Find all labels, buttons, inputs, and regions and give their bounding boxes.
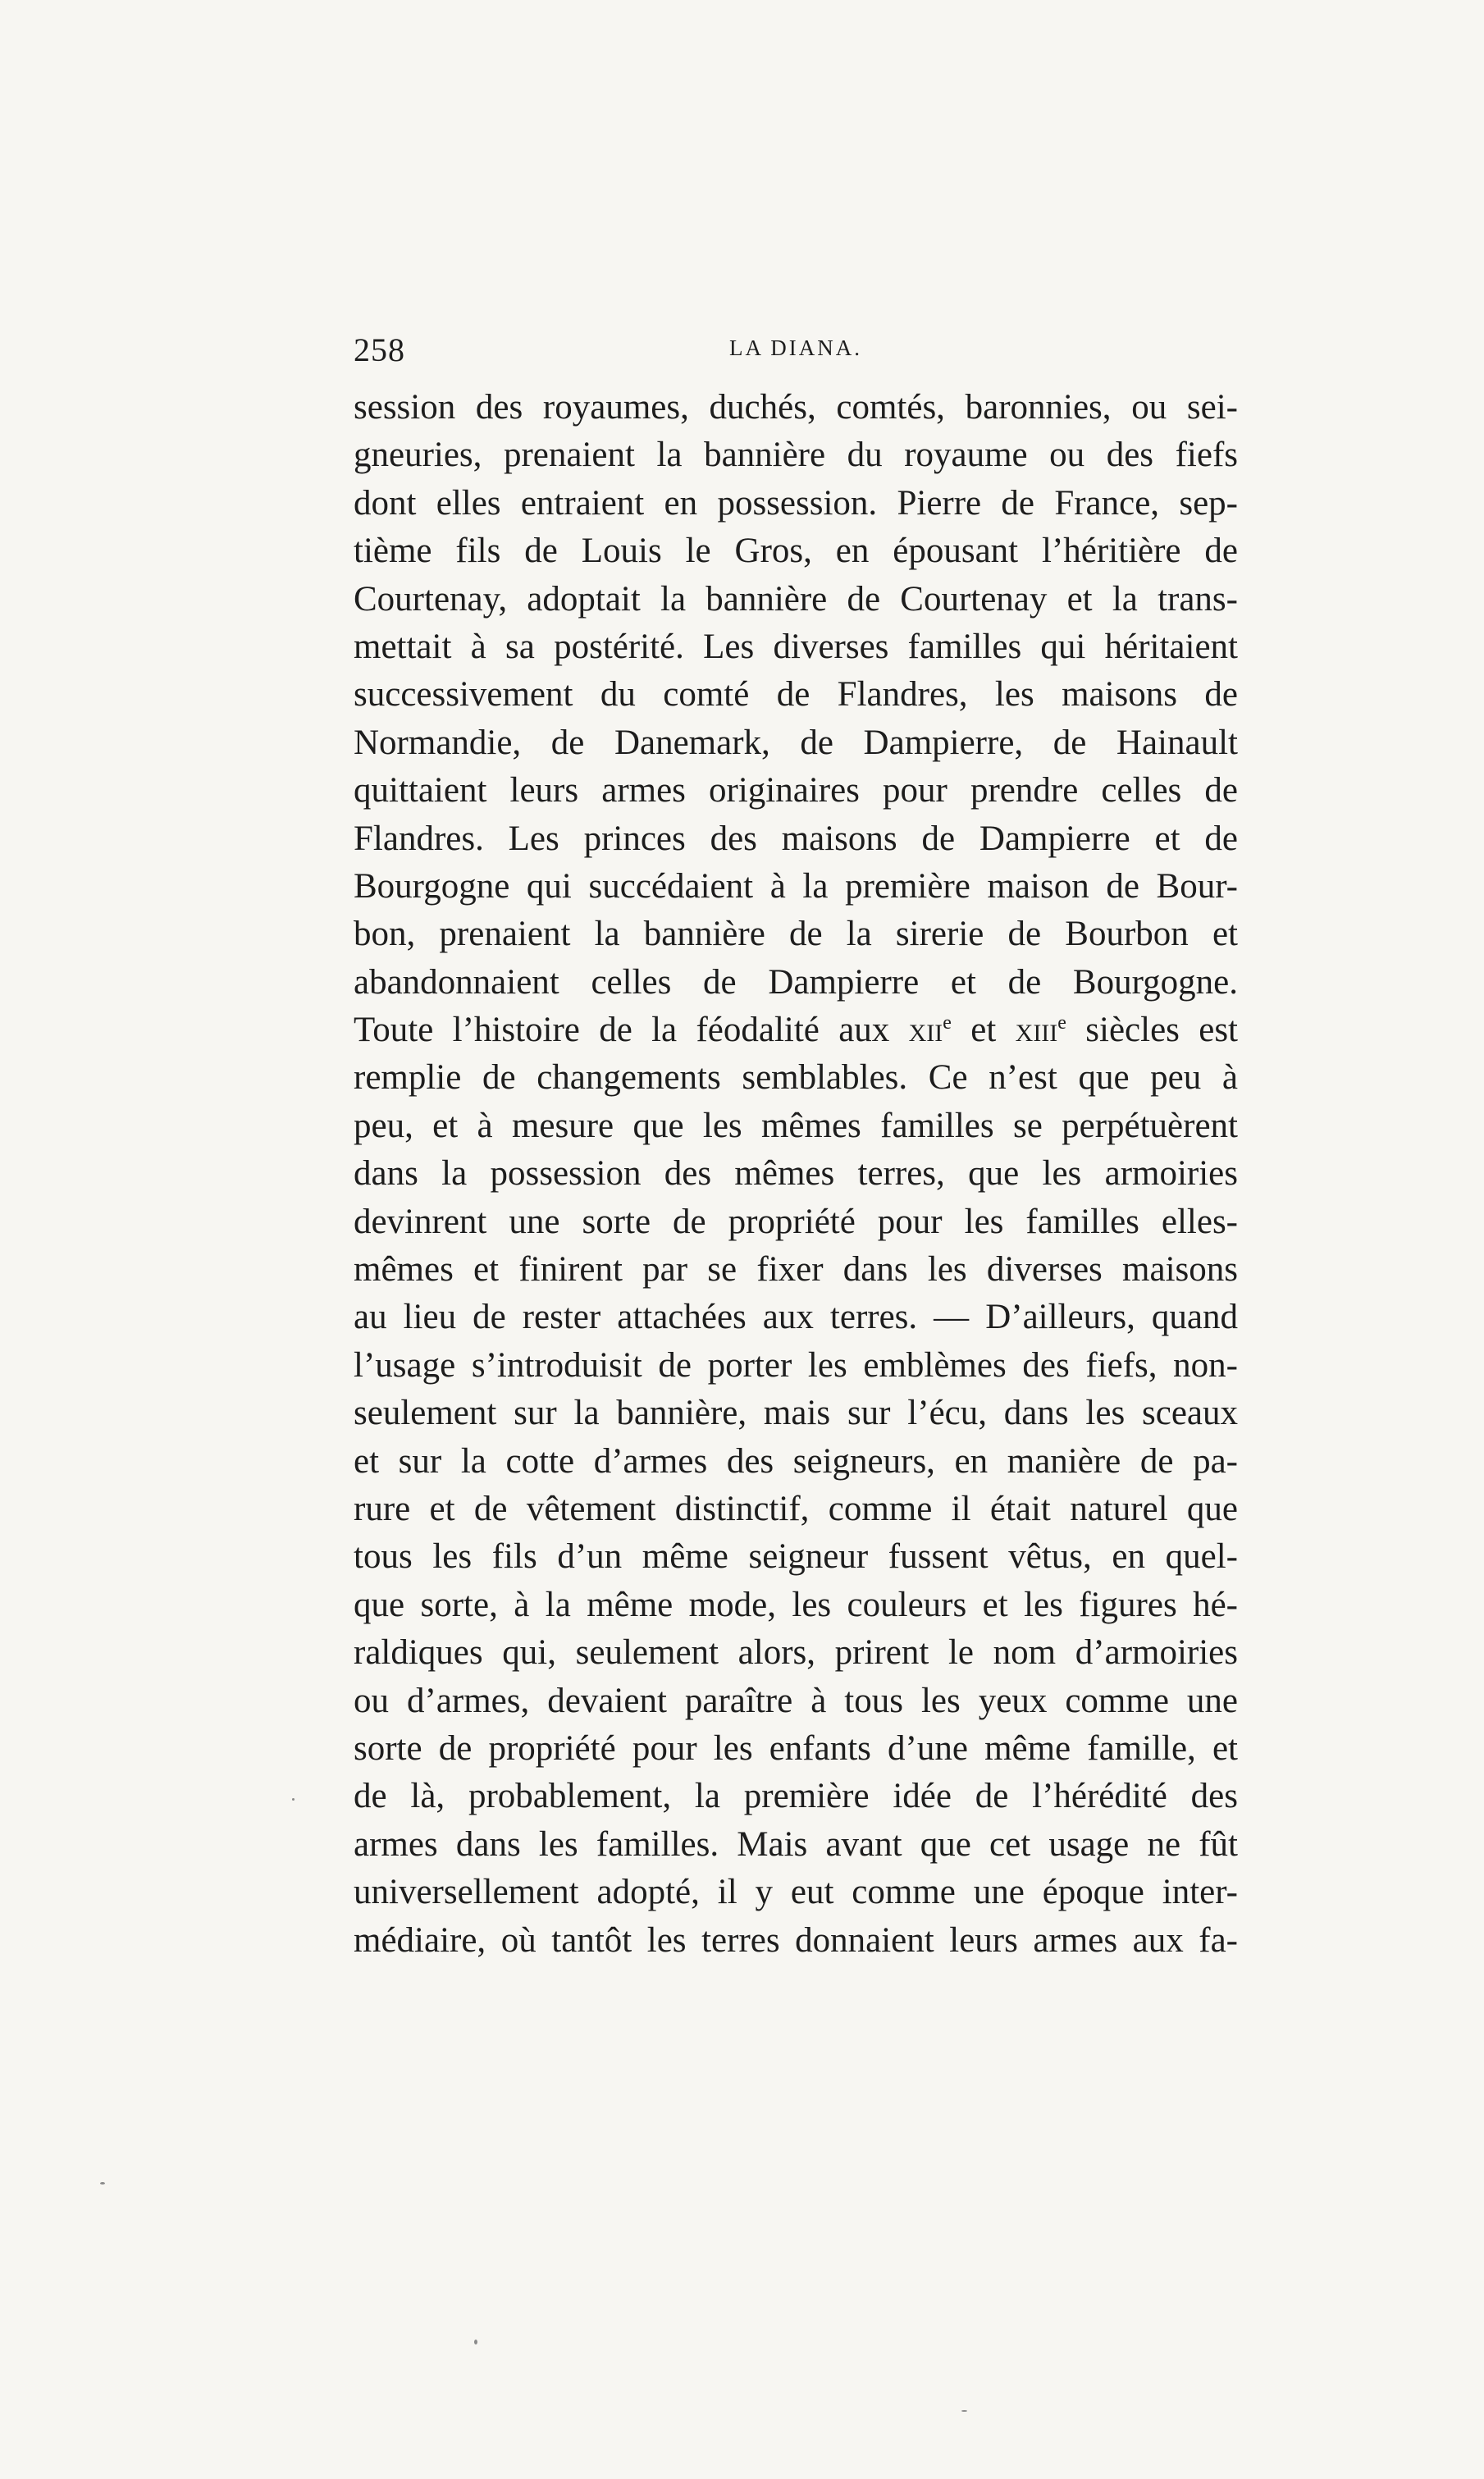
text-line: abandonnaient celles de Dampierre et de Bourgogne. [354, 962, 1238, 1002]
text-line: seulement sur la bannière, mais sur l’écu, dans les sceaux [354, 1394, 1238, 1433]
paper-speck [961, 2410, 967, 2412]
text-line: rure et de vêtement distinctif, comme il était naturel que [354, 1489, 1238, 1528]
page-number: 258 [354, 331, 405, 368]
text-line: Courtenay, adoptait la bannière de Courtenay et la trans- [354, 579, 1238, 619]
text-line: de là, probablement, la première idée de l’hérédité des [354, 1777, 1238, 1816]
superscript-e: e [943, 1012, 952, 1034]
text-segment: siècles est [1066, 1011, 1238, 1050]
text-line: sorte de propriété pour les enfants d’une même famille, et [354, 1728, 1238, 1768]
text-line: successivement du comté de Flandres, les maisons de [354, 675, 1238, 714]
text-line: dans la possession des mêmes terres, que les armoiries [354, 1154, 1238, 1194]
page-header [354, 331, 1238, 380]
text-line: médiaire, où tantôt les terres donnaient leurs armes aux fa- [354, 1920, 1238, 1960]
text-line: armes dans les familles. Mais avant que cet usage ne fût [354, 1824, 1238, 1864]
text-line: et sur la cotte d’armes des seigneurs, en manière de pa- [354, 1441, 1238, 1481]
text-line: devinrent une sorte de propriété pour les familles elles- [354, 1202, 1238, 1241]
body-text [354, 384, 1238, 1965]
text-line: mettait à sa postérité. Les diverses familles qui héritaient [354, 627, 1238, 666]
text-line: gneuries, prenaient la bannière du royaume ou des fiefs [354, 436, 1238, 475]
text-segment: Toute l’histoire de la féodalité aux [354, 1011, 909, 1050]
text-line: ou d’armes, devaient paraître à tous les yeux comme une [354, 1681, 1238, 1720]
text-line: au lieu de rester attachées aux terres. — D’ailleurs, quand [354, 1298, 1238, 1337]
text-line: raldiques qui, seulement alors, prirent le nom d’armoiries [354, 1633, 1238, 1673]
roman-numeral-13: xiii [1015, 1011, 1058, 1050]
text-line: peu, et à mesure que les mêmes familles se perpétuèrent [354, 1106, 1238, 1145]
text-line: universellement adopté, il y eut comme une époque inter- [354, 1873, 1238, 1912]
text-line: dont elles entraient en possession. Pierre de France, sep- [354, 483, 1238, 523]
text-line-centuries [354, 1007, 1238, 1054]
text-line: que sorte, à la même mode, les couleurs et les figures hé- [354, 1585, 1238, 1624]
paper-speck [100, 2182, 105, 2185]
text-segment: et [951, 1011, 1016, 1050]
paper-speck [474, 2340, 477, 2344]
text-line: tième fils de Louis le Gros, en épousant l’héritière de [354, 532, 1238, 571]
text-line: l’usage s’introduisit de porter les emblèmes des fiefs, non- [354, 1345, 1238, 1385]
text-line: bon, prenaient la bannière de la sirerie de Bourbon et [354, 915, 1238, 954]
text-line: quittaient leurs armes originaires pour prendre celles de [354, 771, 1238, 810]
paper-speck [292, 1798, 295, 1801]
text-line: Flandres. Les princes des maisons de Dampierre et de [354, 819, 1238, 858]
text-line: session des royaumes, duchés, comtés, baronnies, ou sei- [354, 388, 1238, 427]
roman-numeral-12: xii [908, 1011, 943, 1050]
running-head: LA DIANA. [729, 336, 862, 360]
superscript-e: e [1057, 1012, 1066, 1034]
text-line: Normandie, de Danemark, de Dampierre, de Hainault [354, 723, 1238, 762]
text-line: mêmes et finirent par se fixer dans les diverses maisons [354, 1250, 1238, 1290]
text-line: Bourgogne qui succédaient à la première maison de Bour- [354, 866, 1238, 906]
text-line: remplie de changements semblables. Ce n’est que peu à [354, 1058, 1238, 1098]
text-line: tous les fils d’un même seigneur fussent vêtus, en quel- [354, 1537, 1238, 1577]
